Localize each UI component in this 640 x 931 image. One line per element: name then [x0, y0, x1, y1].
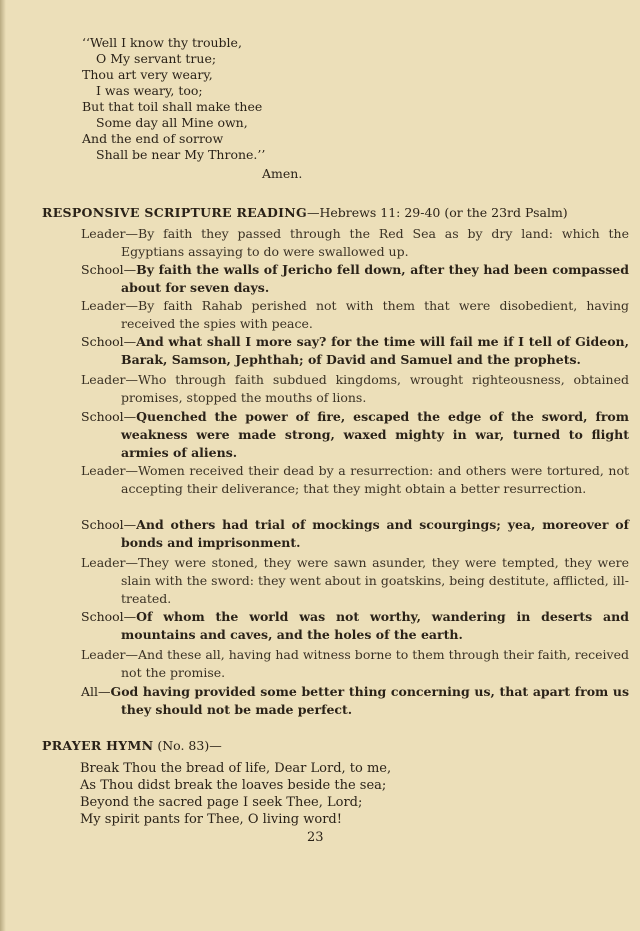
- responsive-reading-title: RESPONSIVE SCRIPTURE READING: [42, 205, 307, 220]
- leader-line: Leader—By faith Rahab perished not with them that were disobedient, having received the spies with peace.: [81, 298, 629, 331]
- school-line: School—And what shall I more say? for the time will fail me if I tell of Gideon, Barak, Samson, Jephthah; of David and Samuel and the prophets.: [81, 334, 629, 367]
- leader-line: Leader—Who through faith subdued kingdoms, wrought righteousness, obtained promises, stopped the mouths of lions.: [81, 372, 629, 405]
- hymn-line: Thou art very weary,: [82, 67, 213, 82]
- hymn-line: Beyond the sacred page I seek Thee, Lord;: [80, 795, 363, 810]
- hymn-line: ‘‘Well I know thy trouble,: [82, 35, 242, 50]
- hymn-line: But that toil shall make thee: [82, 99, 263, 114]
- prayer-hymn-number: (No. 83)—: [157, 738, 222, 753]
- hymn-line: Some day all Mine own,: [96, 115, 248, 130]
- leader-line: Leader—Women received their dead by a resurrection: and others were tortured, not accepting their deliverance; that they might obtain a better resurrection.: [81, 463, 629, 496]
- page-gutter: [0, 0, 6, 931]
- hymn-line: Break Thou the bread of life, Dear Lord, to me,: [80, 761, 392, 776]
- school-line: School—And others had trial of mockings and scourgings; yea, moreover of bonds and imprisonment.: [81, 517, 629, 550]
- hymn-line: I was weary, too;: [96, 83, 203, 98]
- hymn-line: Shall be near My Throne.’’: [96, 147, 266, 162]
- hymn-line: O My servant true;: [96, 51, 217, 66]
- hymn-line: And the end of sorrow: [82, 131, 224, 146]
- all-line: All—God having provided some better thing concerning us, that apart from us they should not be made perfect.: [81, 684, 629, 717]
- school-line: School—Of whom the world was not worthy, wandering in deserts and mountains and caves, and the holes of the earth.: [81, 609, 629, 642]
- responsive-reading-reference: —Hebrews 11: 29-40 (or the 23rd Psalm): [307, 205, 568, 220]
- hymn-line: As Thou didst break the loaves beside the sea;: [80, 778, 387, 793]
- leader-line: Leader—And these all, having had witness borne to them through their faith, received not the promise.: [81, 647, 629, 680]
- school-line: School—Quenched the power of fire, escaped the edge of the sword, from weakness were made strong, waxed mighty in war, turned to flight armies of aliens.: [81, 409, 629, 460]
- page-number: 23: [307, 830, 324, 845]
- hymn-line: My spirit pants for Thee, O living word!: [80, 812, 342, 827]
- school-line: School—By faith the walls of Jericho fell down, after they had been compassed about for seven days.: [81, 262, 629, 295]
- responsive-reading-heading: [42, 205, 568, 220]
- amen: Amen.: [262, 166, 303, 181]
- prayer-hymn-title: PRAYER HYMN: [42, 738, 154, 753]
- leader-line: Leader—They were stoned, they were sawn asunder, they were tempted, they were slain with the sword: they went about in goatskins, being destitute, afflicted, ill-treated.: [81, 555, 629, 606]
- leader-line: Leader—By faith they passed through the Red Sea as by dry land: which the Egyptians assaying to do were swallowed up.: [81, 226, 629, 259]
- prayer-hymn-heading: [42, 738, 222, 753]
